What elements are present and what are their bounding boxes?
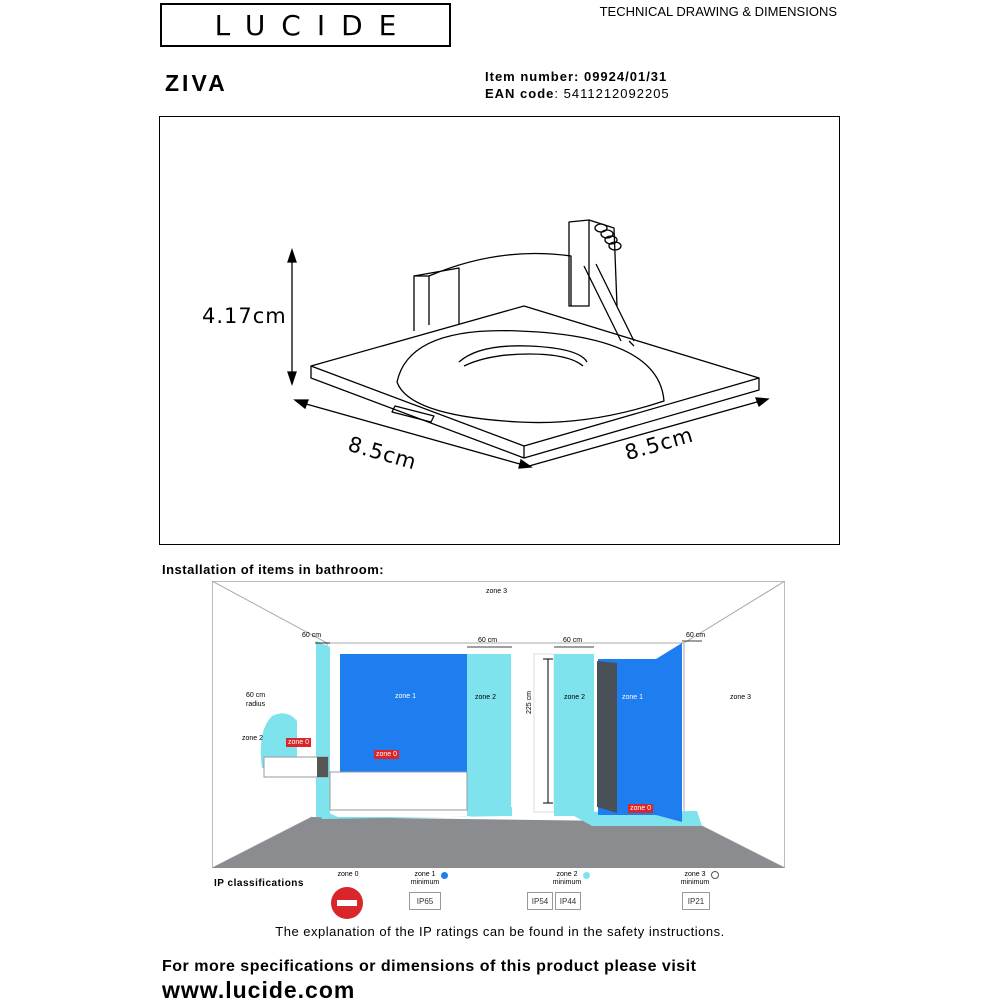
ip-code-box: IP54 bbox=[527, 892, 553, 910]
product-name: ZIVA bbox=[165, 70, 228, 96]
width-dimension: 8.5cm bbox=[345, 432, 420, 475]
bathtub bbox=[330, 772, 467, 810]
zone1-right-label: zone 1 bbox=[622, 694, 644, 701]
zone2-left-area bbox=[467, 654, 511, 816]
zone3-dot-icon bbox=[711, 871, 719, 879]
zone0-shower-badge: zone 0 bbox=[630, 805, 652, 812]
depth-dimension: 8.5cm bbox=[622, 422, 697, 466]
ip-code-box: IP65 bbox=[409, 892, 441, 910]
ip-code-box: IP21 bbox=[682, 892, 710, 910]
ean-line: EAN code: 5411212092205 bbox=[485, 86, 670, 101]
no-entry-icon bbox=[330, 886, 364, 920]
brand-logo bbox=[160, 3, 451, 47]
left-bracket bbox=[414, 268, 459, 331]
zone3-top-label: zone 3 bbox=[486, 588, 508, 595]
zone1-left-label: zone 1 bbox=[395, 693, 417, 700]
zone1-left-area bbox=[340, 654, 467, 774]
spring-wire bbox=[584, 264, 634, 346]
ip-zone3-name: zone 3 bbox=[684, 871, 706, 878]
ip-zone2-minimum: minimum bbox=[552, 879, 582, 886]
ean-label: EAN code bbox=[485, 86, 555, 101]
zone2-right-area bbox=[554, 654, 594, 816]
height-225-label: 225 cm bbox=[526, 691, 533, 714]
ip-explanation-note: The explanation of the IP ratings can be found in the safety instructions. bbox=[275, 924, 725, 939]
radius-label: 60 cm bbox=[246, 692, 266, 699]
ip-code-box: IP44 bbox=[555, 892, 581, 910]
ip-zone3-minimum: minimum bbox=[680, 879, 710, 886]
zone0-basin-badge: zone 0 bbox=[288, 739, 310, 746]
plate-top bbox=[311, 306, 759, 446]
distance-60cm-label: 60 cm bbox=[302, 632, 322, 639]
round-opening bbox=[397, 331, 664, 423]
zone3-right-label: zone 3 bbox=[730, 694, 752, 701]
technical-drawing bbox=[159, 116, 840, 545]
website-link[interactable]: www.lucide.com bbox=[162, 977, 356, 1003]
release-tab bbox=[392, 406, 434, 422]
ip-classifications-title: IP classifications bbox=[214, 878, 304, 889]
ip-zone0-name: zone 0 bbox=[337, 871, 359, 878]
more-specs-text: For more specifications or dimensions of this product please visit bbox=[162, 958, 697, 975]
distance-60cm-label: 60 cm bbox=[686, 632, 706, 639]
distance-60cm-label: 60 cm bbox=[478, 637, 498, 644]
item-number-label: Item number bbox=[485, 69, 575, 84]
height-dimension: 4.17cm bbox=[202, 304, 287, 328]
zone2-right-label: zone 2 bbox=[564, 694, 586, 701]
zone1-dot-icon bbox=[441, 872, 448, 879]
logo-text: LUCIDE bbox=[214, 9, 413, 42]
spring-clip-housing bbox=[569, 220, 589, 306]
item-number-value: 09924/01/31 bbox=[583, 69, 668, 84]
shower-glass-wall bbox=[597, 661, 617, 813]
ip-zone2-name: zone 2 bbox=[556, 871, 578, 878]
item-number-line: Item number: 09924/01/31 bbox=[485, 69, 668, 84]
zone0-bath-badge: zone 0 bbox=[376, 751, 398, 758]
ean-value: 5411212092205 bbox=[563, 86, 670, 101]
bathroom-section-title: Installation of items in bathroom: bbox=[162, 562, 385, 577]
zone2-dot-icon bbox=[583, 872, 590, 879]
ip-zone1-minimum: minimum bbox=[410, 879, 440, 886]
zone2-basin-label: zone 2 bbox=[242, 735, 264, 742]
bathroom-zones-illustration bbox=[212, 581, 785, 868]
ip-zone1-name: zone 1 bbox=[414, 871, 436, 878]
distance-60cm-label: 60 cm bbox=[563, 637, 583, 644]
document-section-label: TECHNICAL DRAWING & DIMENSIONS bbox=[599, 4, 837, 19]
zone2-left-label: zone 2 bbox=[475, 694, 497, 701]
radius-label: radius bbox=[246, 701, 266, 708]
